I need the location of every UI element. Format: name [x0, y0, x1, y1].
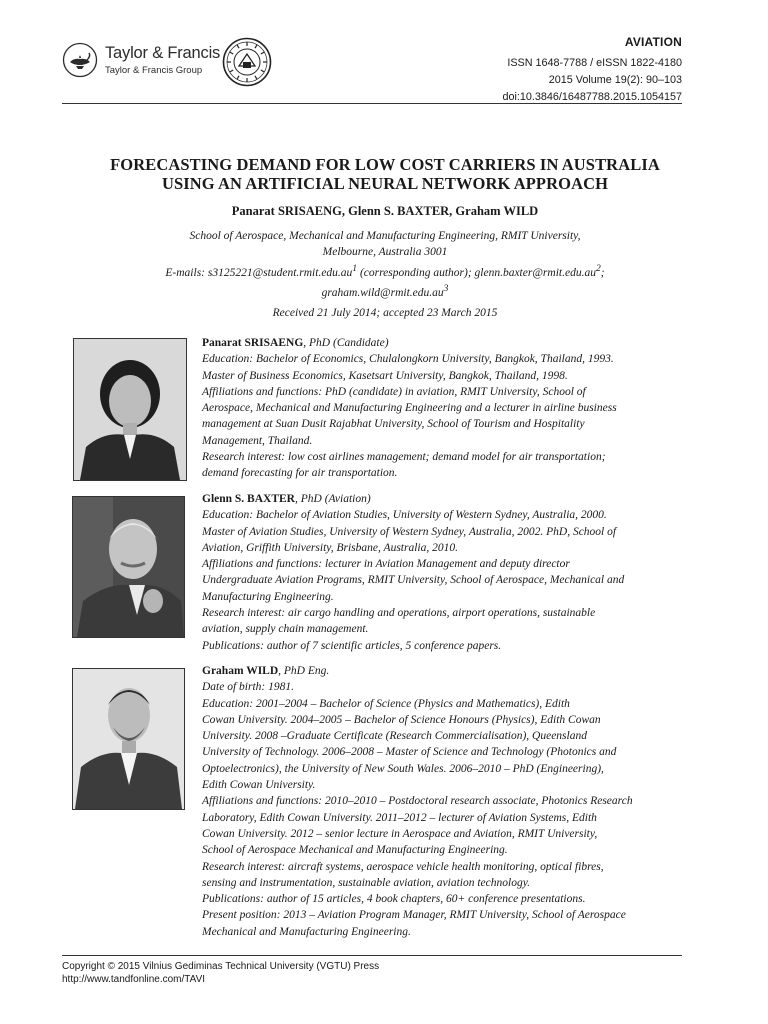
portrait-image: [73, 497, 184, 637]
bio-line: Research interest: air cargo handling and operations, airport operations, sustainable: [202, 607, 596, 620]
email-graham[interactable]: graham.wild@rmit.edu.au: [321, 286, 444, 299]
bio-line: University. 2008 –Graduate Certificate (Research Commercialisation), Queensland: [202, 730, 587, 743]
bio-line: Laboratory, Edith Cowan University. 2011–2012 – lecturer of Aviation Systems, Edith: [202, 811, 597, 824]
bio-line: Education: 2001–2004 – Bachelor of Science (Physics and Mathematics), Edith: [202, 697, 570, 710]
article-title-line: FORECASTING DEMAND FOR LOW COST CARRIERS IN AUSTRALIA: [110, 155, 660, 174]
bio-line: demand forecasting for air transportation.: [202, 467, 398, 480]
email-sup-1: 1: [352, 262, 358, 274]
bio-line: Publications: author of 7 scientific articles, 5 conference papers.: [202, 639, 502, 652]
bio-line: School of Aerospace Mechanical and Manufacturing Engineering.: [202, 844, 508, 857]
bio-line: Research interest: aircraft systems, aerospace vehicle health monitoring, optical fibres,: [202, 860, 604, 873]
emails-line: [62, 261, 708, 281]
bio-name-line: [202, 335, 617, 351]
email-prefix[interactable]: E-mails: s3125221@student.rmit.edu.au: [165, 266, 353, 279]
bio-line: Edith Cowan University.: [202, 779, 316, 792]
vgtu-university-seal-icon: [222, 37, 272, 87]
author-photo-srisaeng: [73, 338, 187, 481]
journal-info: [502, 34, 682, 106]
author-bio-wild: [202, 663, 633, 940]
bio-name-line: [202, 491, 624, 507]
bio-line: Management, Thailand.: [202, 434, 313, 447]
bio-line: Publications: author of 15 articles, 4 book chapters, 60+ conference presentations.: [202, 893, 586, 906]
journal-url-link[interactable]: http://www.tandfonline.com/TAVI: [62, 974, 206, 985]
author-bio-srisaeng: [202, 335, 617, 482]
author-bio-baxter: [202, 491, 624, 654]
bio-line: Aviation, Griffith University, Brisbane, Australia, 2010.: [202, 541, 458, 554]
bio-line: Affiliations and functions: lecturer in Aviation Management and deputy director: [202, 558, 570, 571]
bio-degree: , PhD (Aviation): [294, 493, 371, 505]
bio-degree: , PhD Eng.: [278, 665, 330, 677]
affiliation-line: Melbourne, Australia 3001: [322, 246, 448, 259]
journal-name: AVIATION: [624, 35, 682, 49]
bio-name-line: [202, 663, 633, 679]
article-authors: Panarat SRISAENG, Glenn S. BAXTER, Graham WILD: [231, 204, 539, 218]
email-suffix: ;: [600, 266, 605, 279]
publisher-group: Taylor & Francis Group: [105, 64, 203, 76]
bio-line: Affiliations and functions: PhD (candidate) in aviation, RMIT University, School of: [202, 385, 586, 398]
bio-line: University of Technology. 2006–2008 – Master of Science and Technology (Photonics and: [202, 746, 617, 759]
publisher-logo: [62, 38, 220, 82]
article-doi[interactable]: doi:10.3846/16487788.2015.1054157: [502, 91, 682, 103]
bio-line: aviation, supply chain management.: [202, 623, 369, 636]
bio-line: sensing and instrumentation, sustainable aviation, aviation technology.: [202, 876, 531, 889]
bio-line: Education: Bachelor of Economics, Chulalongkorn University, Bangkok, Thailand, 1993.: [202, 353, 614, 366]
received-dates: Received 21 July 2014; accepted 23 March 2015: [272, 307, 498, 319]
bio-line: Affiliations and functions: 2010–2010 – Postdoctoral research associate, Photonics Research: [202, 795, 633, 808]
article-title-line: USING AN ARTIFICIAL NEURAL NETWORK APPROACH: [161, 174, 609, 193]
bio-name: Glenn S. BAXTER: [202, 493, 295, 505]
emails-line: [62, 281, 708, 301]
bio-line: Present position: 2013 – Aviation Program Manager, RMIT University, School of Aerospace: [202, 909, 626, 922]
bio-line: Date of birth: 1981.: [202, 681, 294, 694]
author-photo-wild: [72, 668, 185, 810]
bio-line: Education: Bachelor of Aviation Studies, University of Western Sydney, Australia, 2000.: [202, 509, 607, 522]
bio-name: Panarat SRISAENG: [202, 337, 304, 349]
bio-line: Optoelectronics), the University of New South Wales. 2006–2010 – PhD (Engineering),: [202, 762, 604, 775]
email-sup-3: 3: [443, 283, 449, 295]
article-title: [62, 155, 708, 193]
email-sup-2: 2: [595, 262, 601, 274]
page-footer: [62, 960, 379, 986]
affiliation-line: School of Aerospace, Mechanical and Manufacturing Engineering, RMIT University,: [189, 230, 581, 242]
bio-name: Graham WILD: [202, 665, 279, 677]
bio-line: Master of Business Economics, Kasetsart University, Bangkok, Thailand, 1998.: [202, 369, 568, 382]
bio-line: Mechanical and Manufacturing Engineering.: [202, 925, 411, 938]
article-affiliation: [62, 228, 708, 301]
copyright-notice: Copyright © 2015 Vilnius Gediminas Technical University (VGTU) Press: [62, 961, 380, 972]
footer-divider: [62, 955, 682, 956]
bio-line: Research interest: low cost airlines management; demand model for air transportation;: [202, 451, 606, 464]
taylor-francis-lamp-icon: [62, 42, 98, 78]
header-divider: [62, 103, 682, 104]
bio-line: management at Suan Dusit Rajabhat University, School of Tourism and Hospitality: [202, 418, 585, 431]
bio-degree: , PhD (Candidate): [303, 337, 389, 349]
bio-line: Cowan University. 2012 – senior lecture in Aerospace and Aviation, RMIT University,: [202, 827, 598, 840]
bio-line: Aerospace, Mechanical and Manufacturing Engineering and a lecturer in airline business: [202, 402, 617, 415]
portrait-image: [73, 669, 184, 809]
email-middle[interactable]: (corresponding author); glenn.baxter@rmit.edu.au: [357, 266, 596, 279]
bio-line: Master of Aviation Studies, University of Western Sydney, Australia, 2002. PhD, School of: [202, 525, 617, 538]
bio-line: Manufacturing Engineering.: [202, 590, 334, 603]
portrait-image: [74, 339, 186, 480]
author-photo-baxter: [72, 496, 185, 638]
journal-volume: 2015 Volume 19(2): 90–103: [548, 74, 682, 86]
bio-line: Undergraduate Aviation Programs, RMIT University, School of Aerospace, Mechanical and: [202, 574, 625, 587]
bio-line: Cowan University. 2004–2005 – Bachelor of Science Honours (Physics), Edith Cowan: [202, 713, 601, 726]
publisher-name: Taylor & Francis: [105, 44, 221, 62]
journal-issn: ISSN 1648-7788 / eISSN 1822-4180: [507, 57, 682, 69]
